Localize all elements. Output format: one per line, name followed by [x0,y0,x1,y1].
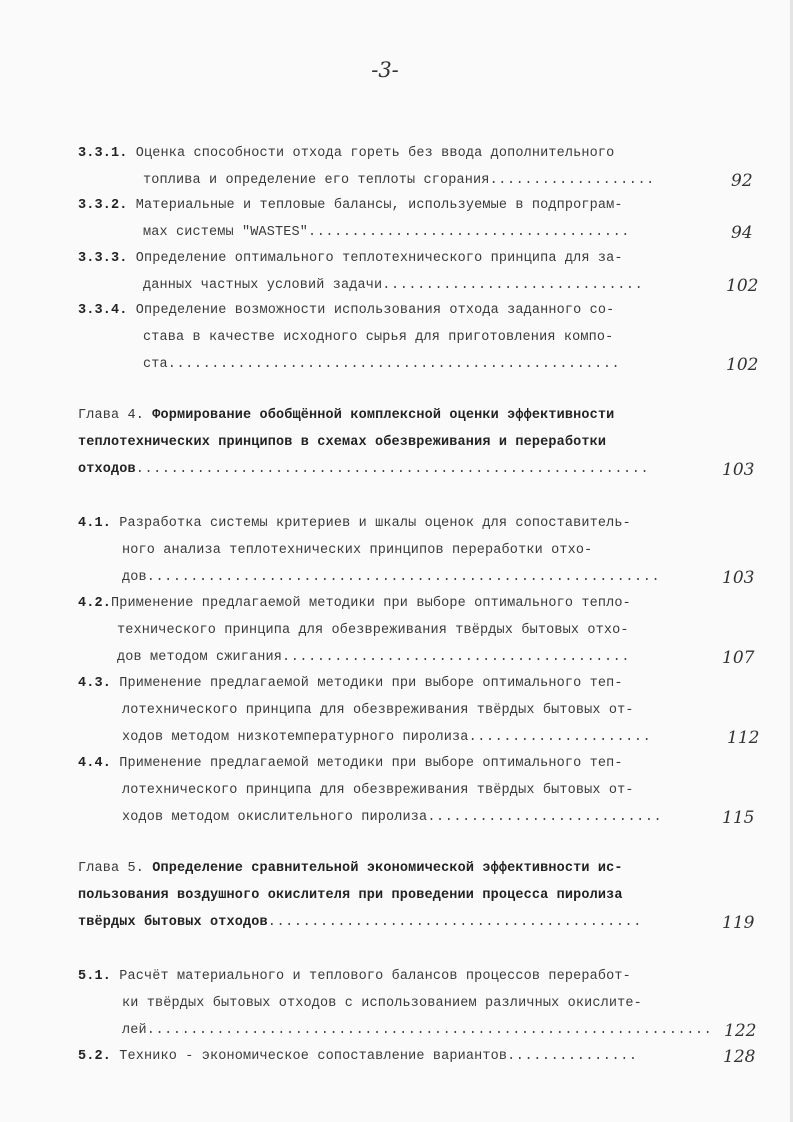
toc-entry-text: ходов методом окислительного пиролиза [122,810,428,825]
toc-entry-number: 4.3. [78,676,112,691]
toc-entry-text: ного анализа теплотехнических принципов переработки отхо- [122,543,593,558]
toc-entry-text: Определение оптимального теплотехнического принципа для за- [135,251,623,266]
toc-entry-number: 3.3.1. [78,146,128,161]
leader-dots: ................................................................. [146,1023,713,1038]
toc-page-number: 107 [722,648,755,668]
toc-entry-text: Разработка системы критериев и шкалы оценок для сопоставитель- [119,516,631,531]
page-number: -3- [371,58,399,82]
toc-page-number: 128 [723,1047,756,1067]
toc-entry-number: 3.3.2. [78,198,128,213]
chapter-title: пользования воздушного окислителя при проведении процесса пиролиза [78,888,623,903]
chapter-title: отходов [78,462,136,477]
toc-entry-text: дов [122,570,147,585]
toc-entry-number: 3.3.4. [78,303,128,318]
toc-entry-number: 4.4. [78,756,112,771]
chapter-title: теплотехнических принципов в схемах обезвреживания и переработки [78,435,607,450]
toc-entry-text: лотехнического принципа для обезвреживания твёрдых бытовых от- [122,783,634,798]
toc-entry-text: топлива и определение его теплоты сгорания [143,173,490,188]
chapter-label: Глава 4. [78,408,145,423]
leader-dots: .............................. [382,278,644,293]
toc-page-number: 103 [722,568,755,588]
toc-entry-number: 5.1. [78,969,112,984]
toc-entry-text: ки твёрдых бытовых отходов с использованием различных окислите- [122,996,642,1011]
leader-dots: ........................................................... [146,570,661,585]
leader-dots: ........................................................... [135,462,650,477]
chapter-title: Определение сравнительной экономической эффективности ис- [152,861,623,876]
toc-page-number: 122 [724,1021,757,1041]
toc-page-number: 115 [722,808,755,828]
toc-entry-text: мах системы "WASTES" [143,225,309,240]
toc-entry-number: 3.3.3. [78,251,128,266]
leader-dots: .................................................... [167,357,621,372]
toc-entry-text: Применение предлагаемой методики при выборе оптимального теп- [119,676,623,691]
chapter-title: Формирование обобщённой комплексной оценки эффективности [152,408,615,423]
toc-page-number: 94 [731,223,753,243]
toc-page-number: 112 [727,728,760,748]
toc-entry-text: Применение предлагаемой методики при выборе оптимального теп- [119,756,623,771]
leader-dots: ..................... [468,730,652,745]
leader-dots: ........................... [427,810,663,825]
toc-entry-text: данных частных условий задачи [143,278,383,293]
toc-entry-text: става в качестве исходного сырья для приготовления компо- [143,330,614,345]
leader-dots: ................... [489,173,655,188]
toc-entry-number: 5.2. [78,1049,112,1064]
toc-entry-text: технического принципа для обезвреживания твёрдых бытовых отхо- [117,623,629,638]
leader-dots: ........................................... [267,915,642,930]
toc-entry-text: Технико - экономическое сопоставление вариантов [119,1049,508,1064]
toc-page-number: 102 [726,355,759,375]
toc-entry-number: 4.1. [78,516,112,531]
leader-dots: ..................................... [308,225,630,240]
chapter-title: твёрдых бытовых отходов [78,915,268,930]
toc-page-number: 103 [722,460,755,480]
toc-entry-number: 4.2. [78,596,112,611]
toc-entry-text: Расчёт материального и теплового балансов процессов переработ- [119,969,631,984]
toc-page-number: 119 [722,913,755,933]
toc-entry-text: лотехнического принципа для обезвреживания твёрдых бытовых от- [122,703,634,718]
toc-page-number: 102 [726,276,759,296]
leader-dots: ............... [507,1049,638,1064]
toc-page-number: 92 [731,171,753,191]
toc-entry-text: Определение возможности использования отхода заданного со- [135,303,615,318]
chapter-label: Глава 5. [78,861,145,876]
leader-dots: ........................................ [282,650,631,665]
toc-entry-text: ходов методом низкотемпературного пиролиза [122,730,469,745]
toc-entry-text: ста [143,357,168,372]
toc-entry-text: Применение предлагаемой методики при выборе оптимального тепло- [111,596,631,611]
toc-entry-text: дов методом сжигания [117,650,283,665]
toc-entry-text: Оценка способности отхода гореть без ввода дополнительного [135,146,615,161]
toc-entry-text: лей [122,1023,147,1038]
toc-entry-text: Материальные и тепловые балансы, используемые в подпрограм- [135,198,623,213]
